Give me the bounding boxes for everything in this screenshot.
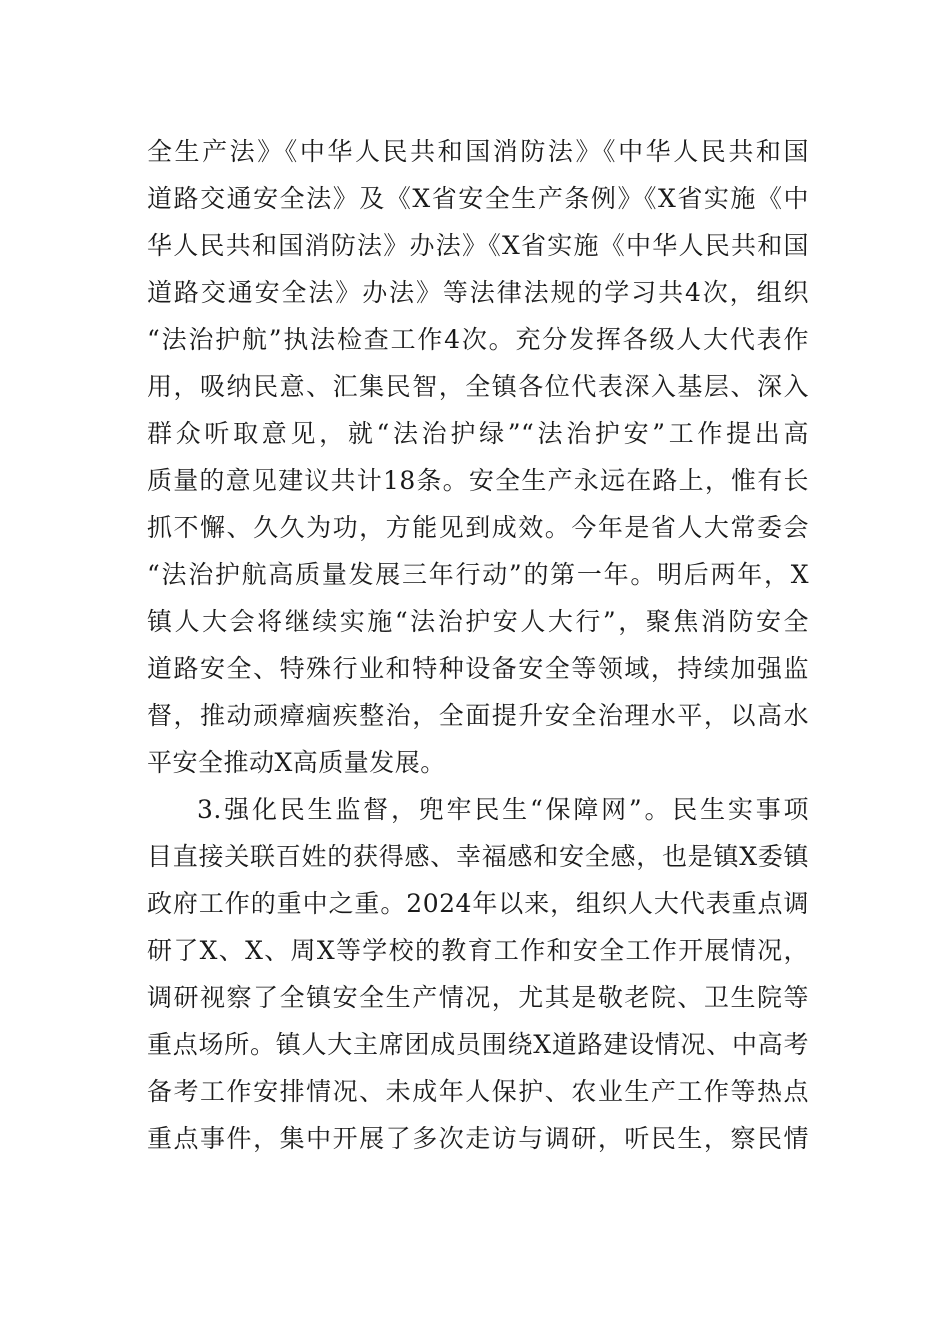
text-line: 全生产法》《中华人民共和国消防法》《中华人民共和国 (147, 137, 809, 166)
text-line: 督，推动顽瘴痼疾整治，全面提升安全治理水平，以高水 (147, 701, 809, 730)
text-line: 平安全推动X高质量发展。 (147, 748, 446, 777)
text-line: “法治护航”执法检查工作4次。充分发挥各级人大代表作 (147, 325, 809, 354)
section-heading-line: 3.强化民生监督，兜牢民生“保障网”。民生实事项 (197, 795, 809, 824)
text-line: 群众听取意见，就“法治护绿”“法治护安”工作提出高 (147, 419, 809, 448)
text-line: 研了X、X、周X等学校的教育工作和安全工作开展情况， (147, 936, 809, 965)
text-line: 镇人大会将继续实施“法治护安人大行”，聚焦消防安全 (147, 607, 809, 636)
text-line: 重点场所。镇人大主席团成员围绕X道路建设情况、中高考 (147, 1030, 809, 1059)
text-line: 华人民共和国消防法》办法》《X省实施《中华人民共和国 (147, 231, 809, 260)
body-text (147, 128, 809, 1162)
text-line: 用，吸纳民意、汇集民智，全镇各位代表深入基层、深入 (147, 372, 809, 401)
text-line: “法治护航高质量发展三年行动”的第一年。明后两年，X (147, 560, 809, 589)
text-line: 政府工作的重中之重。2024年以来，组织人大代表重点调 (147, 889, 809, 918)
text-line: 重点事件，集中开展了多次走访与调研，听民生，察民情 (147, 1124, 809, 1153)
text-line: 质量的意见建议共计18条。安全生产永远在路上，惟有长 (147, 466, 809, 495)
text-line: 道路交通安全法》办法》等法律法规的学习共4次，组织 (147, 278, 809, 307)
text-line: 备考工作安排情况、未成年人保护、农业生产工作等热点 (147, 1077, 809, 1106)
text-line: 道路安全、特殊行业和特种设备安全等领域，持续加强监 (147, 654, 809, 683)
text-line: 抓不懈、久久为功，方能见到成效。今年是省人大常委会 (147, 513, 809, 542)
text-line: 调研视察了全镇安全生产情况，尤其是敬老院、卫生院等 (147, 983, 809, 1012)
text-line: 道路交通安全法》及《X省安全生产条例》《X省实施《中 (147, 184, 809, 213)
text-line: 目直接关联百姓的获得感、幸福感和安全感，也是镇X委镇 (147, 842, 809, 871)
